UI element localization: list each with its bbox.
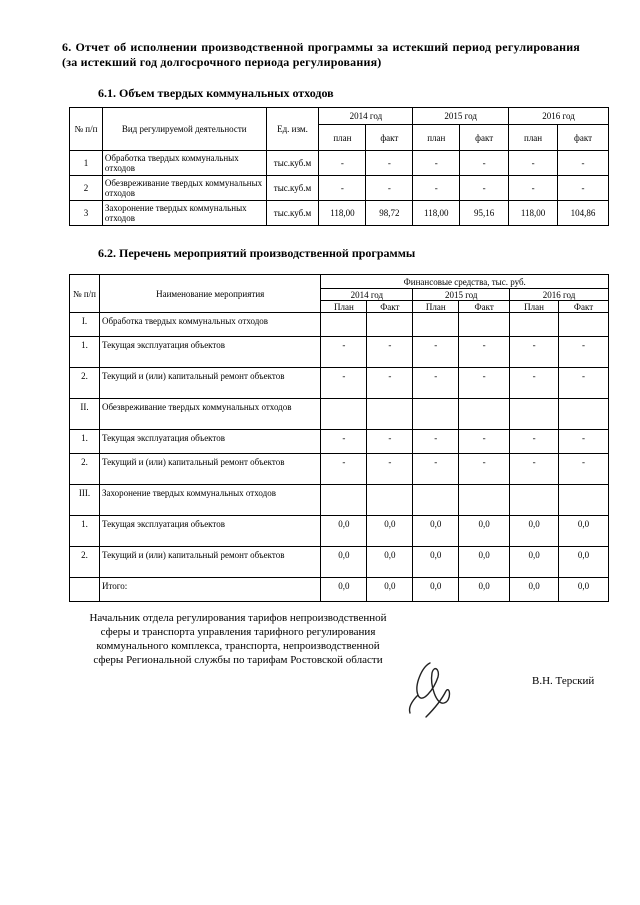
header-name: Наименование мероприятия: [99, 275, 321, 313]
row-value: -: [319, 176, 366, 201]
header-plan: план: [319, 125, 366, 151]
row-value: [510, 485, 559, 516]
row-name: Итого:: [99, 578, 321, 602]
row-value: -: [321, 337, 367, 368]
row-num: 2.: [70, 454, 100, 485]
row-value: -: [367, 430, 413, 454]
row-value: -: [510, 337, 559, 368]
row-num: 1.: [70, 430, 100, 454]
header-year-2016: 2016 год: [509, 108, 609, 125]
row-value: [367, 313, 413, 337]
row-value: [559, 399, 609, 430]
row-value: -: [510, 430, 559, 454]
row-value: [413, 485, 459, 516]
row-activity: Захоронение твердых коммунальных отходов: [102, 201, 266, 226]
signer-name: В.Н. Терский: [532, 675, 595, 687]
row-num: [70, 578, 100, 602]
row-name: Текущий и (или) капитальный ремонт объектов: [99, 368, 321, 399]
table-row: [70, 454, 609, 485]
row-value: -: [459, 430, 510, 454]
row-value: 0,0: [459, 547, 510, 578]
row-value: -: [413, 337, 459, 368]
row-value: -: [558, 176, 609, 201]
header-year-2015: 2015 год: [413, 108, 509, 125]
row-value: -: [459, 454, 510, 485]
row-num: 1.: [70, 337, 100, 368]
row-value: -: [510, 454, 559, 485]
row-value: [510, 313, 559, 337]
program-measures-table: [69, 274, 609, 602]
row-value: -: [366, 176, 413, 201]
row-value: 0,0: [413, 578, 459, 602]
row-activity: Обработка твердых коммунальных отходов: [102, 151, 266, 176]
row-num: 1.: [70, 516, 100, 547]
row-name: Текущий и (или) капитальный ремонт объектов: [99, 547, 321, 578]
row-value: 0,0: [321, 547, 367, 578]
row-value: [510, 399, 559, 430]
row-value: 0,0: [559, 547, 609, 578]
row-name: Текущий и (или) капитальный ремонт объектов: [99, 454, 321, 485]
header-num: № п/п: [70, 275, 100, 313]
handwritten-signature: [400, 655, 470, 720]
header-plan: план: [413, 125, 460, 151]
table-row: [70, 337, 609, 368]
row-value: 0,0: [510, 547, 559, 578]
row-value: -: [559, 337, 609, 368]
row-value: 0,0: [321, 516, 367, 547]
row-value: 104,86: [558, 201, 609, 226]
row-value: -: [367, 337, 413, 368]
row-value: [413, 399, 459, 430]
row-num: 1: [70, 151, 103, 176]
table-row: [70, 201, 609, 226]
row-value: [321, 485, 367, 516]
row-name: Обработка твердых коммунальных отходов: [99, 313, 321, 337]
row-value: [459, 399, 510, 430]
row-unit: тыс.куб.м: [266, 151, 319, 176]
row-activity: Обезвреживание твердых коммунальных отходов: [102, 176, 266, 201]
row-value: 118,00: [413, 201, 460, 226]
row-value: -: [413, 430, 459, 454]
header-fact: факт: [460, 125, 509, 151]
header-year-2014: 2014 год: [319, 108, 413, 125]
row-value: [367, 399, 413, 430]
row-value: 0,0: [510, 516, 559, 547]
row-value: -: [413, 151, 460, 176]
row-value: [321, 399, 367, 430]
row-value: -: [367, 368, 413, 399]
row-value: 0,0: [459, 578, 510, 602]
row-value: [459, 313, 510, 337]
header-activity: Вид регулируемой деятельности: [102, 108, 266, 151]
row-name: Текущая эксплуатация объектов: [99, 430, 321, 454]
row-value: 0,0: [367, 516, 413, 547]
row-num: 2.: [70, 368, 100, 399]
row-value: 0,0: [459, 516, 510, 547]
row-value: 0,0: [559, 516, 609, 547]
row-value: 0,0: [413, 547, 459, 578]
row-name: Захоронение твердых коммунальных отходов: [99, 485, 321, 516]
header-fact: Факт: [367, 301, 413, 313]
row-value: -: [413, 368, 459, 399]
row-num: 2.: [70, 547, 100, 578]
row-value: 0,0: [559, 578, 609, 602]
waste-volume-table: [69, 107, 609, 226]
row-num: 3: [70, 201, 103, 226]
signer-position: Начальник отдела регулирования тарифов непроизводственной сферы и транспорта управления тарифного регулирования коммунального комплекса, транспорта, непроизводственной сферы Региональной службы по тарифам Ростовской области: [89, 612, 387, 666]
row-value: 118,00: [319, 201, 366, 226]
row-value: 0,0: [367, 547, 413, 578]
row-value: -: [319, 151, 366, 176]
row-value: [459, 485, 510, 516]
header-fact: факт: [366, 125, 413, 151]
table-row: [70, 176, 609, 201]
row-value: -: [366, 151, 413, 176]
row-value: [559, 313, 609, 337]
header-finance: Финансовые средства, тыс. руб.: [321, 275, 609, 289]
row-value: -: [509, 176, 558, 201]
row-value: -: [510, 368, 559, 399]
row-value: -: [559, 368, 609, 399]
header-fact: Факт: [459, 301, 510, 313]
row-name: Текущая эксплуатация объектов: [99, 337, 321, 368]
row-value: -: [321, 430, 367, 454]
row-value: -: [509, 151, 558, 176]
header-year-2014: 2014 год: [321, 289, 413, 301]
row-value: -: [559, 430, 609, 454]
row-value: -: [367, 454, 413, 485]
row-value: -: [459, 368, 510, 399]
row-value: [367, 485, 413, 516]
row-value: 0,0: [321, 578, 367, 602]
table-row: [70, 313, 609, 337]
row-value: 0,0: [413, 516, 459, 547]
row-num: III.: [70, 485, 100, 516]
table-row: [70, 368, 609, 399]
row-unit: тыс.куб.м: [266, 176, 319, 201]
header-plan: План: [510, 301, 559, 313]
row-value: [559, 485, 609, 516]
row-num: I.: [70, 313, 100, 337]
row-value: -: [413, 176, 460, 201]
row-value: -: [460, 176, 509, 201]
header-year-2015: 2015 год: [413, 289, 510, 301]
header-plan: План: [413, 301, 459, 313]
header-fact: Факт: [559, 301, 609, 313]
header-unit: Ед. изм.: [266, 108, 319, 151]
header-num: № п/п: [70, 108, 103, 151]
header-fact: факт: [558, 125, 609, 151]
row-value: -: [459, 337, 510, 368]
header-plan: план: [509, 125, 558, 151]
table-row: [70, 547, 609, 578]
row-value: -: [559, 454, 609, 485]
row-name: Текущая эксплуатация объектов: [99, 516, 321, 547]
row-value: -: [413, 454, 459, 485]
row-value: -: [558, 151, 609, 176]
row-value: 0,0: [510, 578, 559, 602]
row-value: 95,16: [460, 201, 509, 226]
section-1-title: 6.1. Объем твердых коммунальных отходов: [98, 86, 334, 100]
row-name: Обезвреживание твердых коммунальных отходов: [99, 399, 321, 430]
row-value: -: [460, 151, 509, 176]
row-value: 98,72: [366, 201, 413, 226]
table-row: [70, 151, 609, 176]
row-value: [321, 313, 367, 337]
row-value: 118,00: [509, 201, 558, 226]
table-row: [70, 399, 609, 430]
row-value: 0,0: [367, 578, 413, 602]
row-value: -: [321, 368, 367, 399]
header-plan: План: [321, 301, 367, 313]
table-row: [70, 516, 609, 547]
row-num: II.: [70, 399, 100, 430]
header-year-2016: 2016 год: [510, 289, 609, 301]
document-heading: 6. Отчет об исполнении производственной программы за истекший период регулирования (за истекший год долгосрочного периода регулирования): [62, 40, 580, 69]
table-row: [70, 430, 609, 454]
row-unit: тыс.куб.м: [266, 201, 319, 226]
section-2-title: 6.2. Перечень мероприятий производственной программы: [98, 246, 416, 260]
row-num: 2: [70, 176, 103, 201]
table-row: [70, 578, 609, 602]
row-value: -: [321, 454, 367, 485]
row-value: [413, 313, 459, 337]
table-row: [70, 485, 609, 516]
